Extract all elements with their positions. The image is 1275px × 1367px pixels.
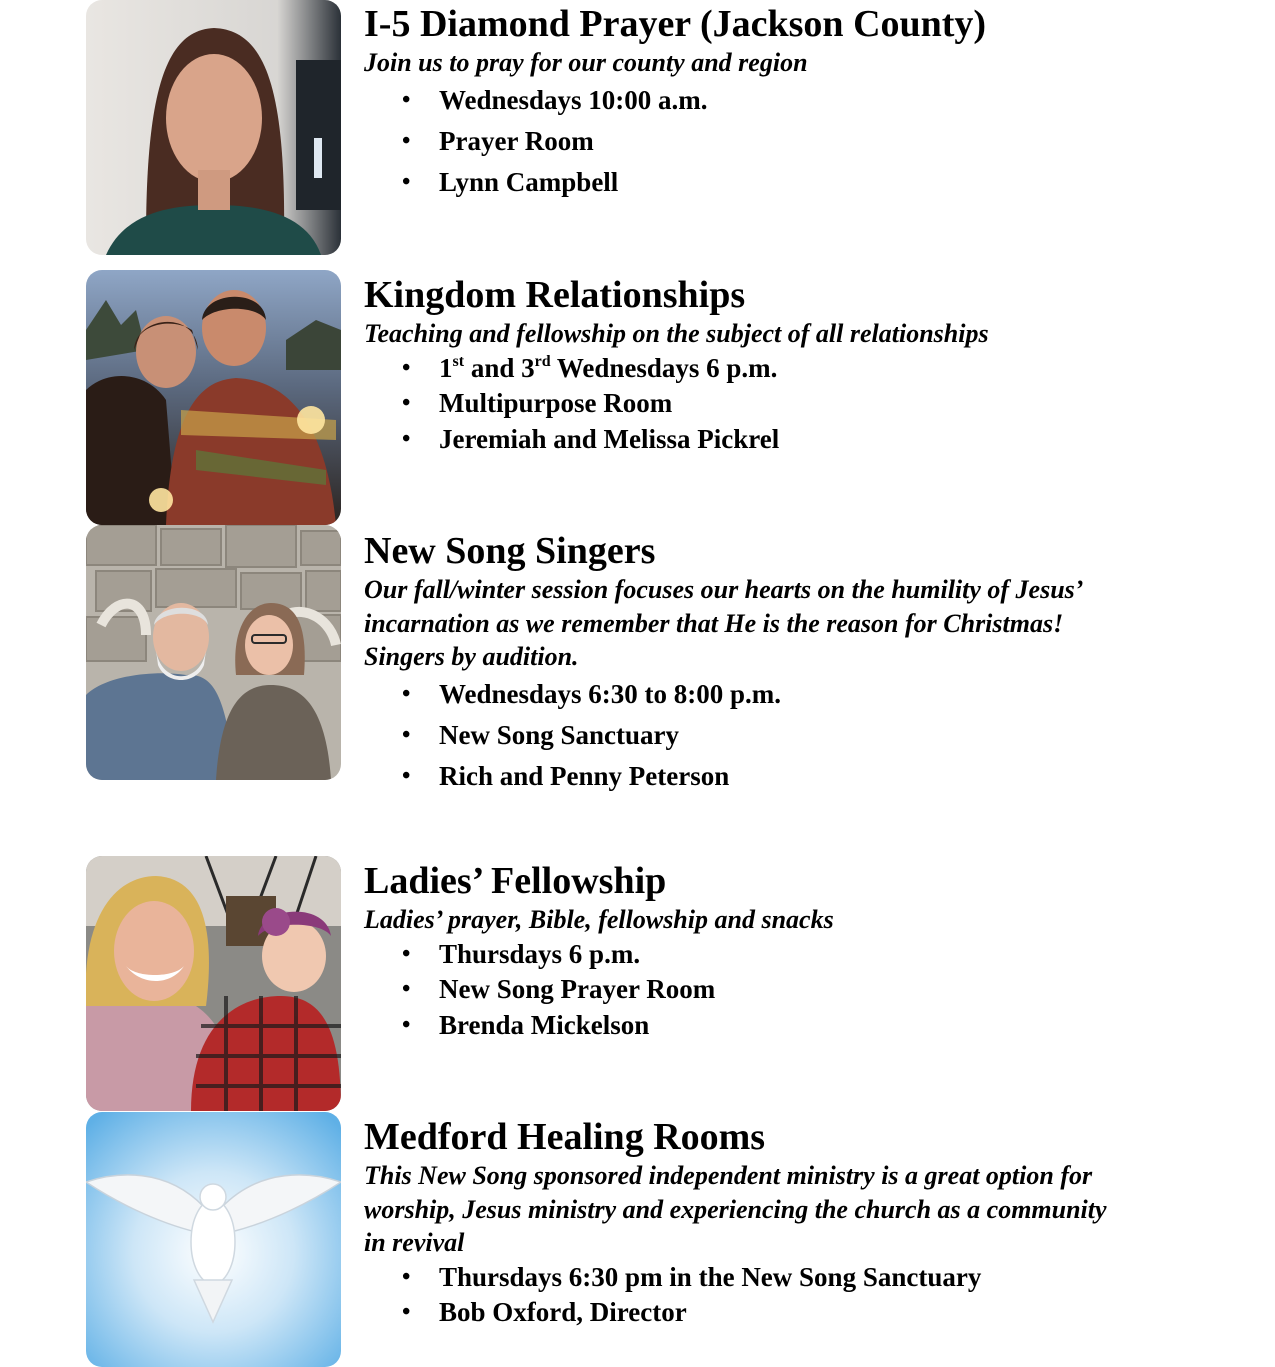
woman-portrait-photo xyxy=(86,0,341,255)
section-description: This New Song sponsored independent ministry is a great option for worship, Jesus ministry and experiencing the church as a community in revival xyxy=(364,1161,1107,1257)
list-item: • New Song Prayer Room xyxy=(364,972,1124,1008)
list-item: • Rich and Penny Peterson xyxy=(364,756,1124,797)
section-title: Kingdom Relationships xyxy=(364,274,746,316)
list-item: • Thursdays 6:30 pm in the New Song Sanctuary xyxy=(364,1260,1124,1296)
details-list xyxy=(364,80,1124,203)
section-medford-healing-rooms xyxy=(364,1115,1124,1331)
section-title: I-5 Diamond Prayer (Jackson County) xyxy=(364,3,987,45)
section-description: Join us to pray for our county and region xyxy=(364,48,808,77)
details-list xyxy=(364,1260,1124,1331)
list-item: • Multipurpose Room xyxy=(364,386,1124,422)
list-item: • New Song Sanctuary xyxy=(364,715,1124,756)
list-item: • Thursdays 6 p.m. xyxy=(364,937,1124,973)
section-ladies-fellowship xyxy=(364,859,1124,1043)
white-dove-photo xyxy=(86,1112,341,1367)
list-item: • Prayer Room xyxy=(364,121,1124,162)
section-i5-diamond-prayer xyxy=(364,2,1124,203)
list-item: • Lynn Campbell xyxy=(364,162,1124,203)
details-list xyxy=(364,674,1124,797)
list-item: • Wednesdays 6:30 to 8:00 p.m. xyxy=(364,674,1124,715)
list-item: • Brenda Mickelson xyxy=(364,1008,1124,1044)
list-item: • Jeremiah and Melissa Pickrel xyxy=(364,422,1124,458)
couple-sparklers-photo xyxy=(86,270,341,525)
section-kingdom-relationships xyxy=(364,273,1124,457)
section-description: Ladies’ prayer, Bible, fellowship and snacks xyxy=(364,905,834,934)
section-title: Ladies’ Fellowship xyxy=(364,860,667,902)
details-list xyxy=(364,351,1124,458)
section-description: Teaching and fellowship on the subject of all relationships xyxy=(364,319,989,348)
section-new-song-singers xyxy=(364,529,1124,797)
woman-with-baby-photo xyxy=(86,856,341,1111)
details-list xyxy=(364,937,1124,1044)
list-item-schedule: • 1st and 3rd Wednesdays 6 p.m. xyxy=(364,351,1124,387)
section-title: New Song Singers xyxy=(364,530,656,572)
section-title: Medford Healing Rooms xyxy=(364,1116,766,1158)
list-item: • Wednesdays 10:00 a.m. xyxy=(364,80,1124,121)
section-description: Our fall/winter session focuses our hearts on the humility of Jesus’ incarnation as we remember that He is the reason for Christmas! Singers by audition. xyxy=(364,575,1082,671)
couple-welcome-wall-photo xyxy=(86,525,341,780)
list-item: • Bob Oxford, Director xyxy=(364,1295,1124,1331)
